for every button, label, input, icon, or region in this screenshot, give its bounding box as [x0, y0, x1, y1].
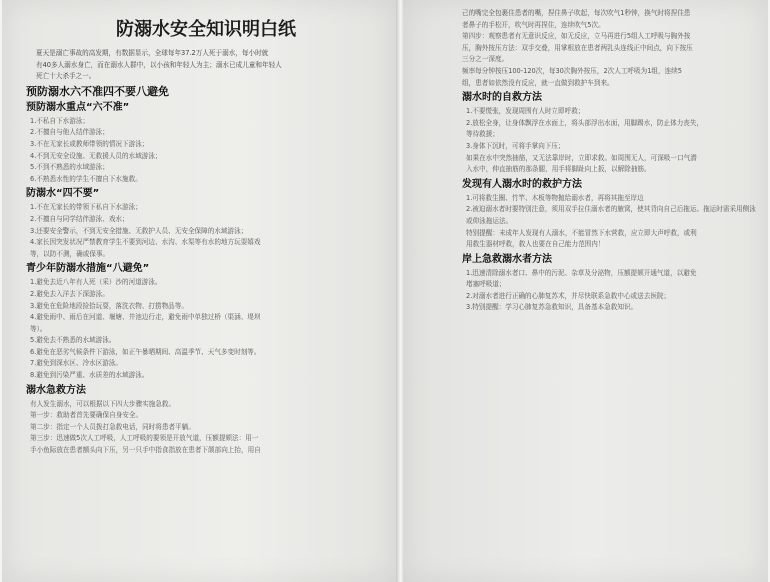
text-line: 特别提醒：未成年人发现有人溺水，不能冒然下水营救，应立即大声呼救，或利	[466, 228, 697, 237]
text-line: 1.避免去近八年有人死（采）沙的河道游泳。	[30, 278, 162, 287]
text-line: 8.避免到污染严重、水质差的水域游泳。	[30, 371, 149, 380]
text-line: 有人发生溺水，可以根据以下四大步骤实施急救。	[30, 399, 176, 408]
text-line: 1.不要慌张，发现周围有人时立即呼救；	[466, 107, 585, 116]
text-line: 频率每分钟按压100-120次，每30次胸外按压，2次人工呼吸为1组，连续5	[462, 66, 682, 75]
text-line: 5.避免去不熟悉的水域游泳。	[30, 336, 116, 345]
shore-aid-list	[462, 268, 758, 314]
rescue-others-list	[462, 193, 758, 251]
text-line: 第四步：观察患者有无意识反应，如无反应，立马再进行5组人工呼吸与胸外按	[462, 32, 691, 41]
text-line: 2.不擅自与同学结伴游泳、戏水；	[30, 214, 129, 223]
text-line: 6.不熟悉水性的学生不擅自下水施救。	[30, 174, 142, 183]
text-line: 3.还要安全警示，不到无安全措施、无救护人员、无安全保障的水域游泳；	[30, 226, 248, 235]
eight-avoid-list	[26, 277, 386, 381]
left-column	[26, 18, 386, 457]
section-heading-prevention: 预防溺水六不准四不要八避免	[26, 84, 169, 98]
text-line: 2.不擅自与他人结伴游泳；	[30, 128, 109, 137]
text-line: 第二步：指定一个人员拨打急救电话，同时将患者平躺。	[30, 422, 195, 431]
text-line: 5.不到不熟悉的水域游泳；	[30, 163, 109, 172]
text-line: 1.不私自下水游泳；	[30, 116, 90, 125]
text-line: 2.对溺水者进行正确的心肺复苏术，并尽快联系急救中心或送去医院；	[466, 291, 671, 300]
text-line: 等）。	[30, 324, 47, 333]
text-line: 3.避免在危险地段捡拾玩耍，落洗衣物、打捞物品等。	[30, 301, 188, 310]
text-line: 堵塞呼吸道；	[466, 280, 506, 289]
text-line: 组，患者如依然没有反应，就一直做到救护车到来。	[462, 78, 614, 87]
four-donts-list	[26, 202, 386, 260]
text-line: 1.可将救生圈、竹竿、木板等物抛给溺水者，再将其拖至岸边	[466, 193, 644, 202]
first-aid-continued	[462, 8, 758, 89]
section-heading-eight-avoid: 青少年防溺水措施“八避免”	[26, 263, 150, 275]
text-line: 己的嘴完全包裹住患者的嘴，捏住鼻子吹起，每次吹气1秒钟，换气时将捏住患	[462, 9, 691, 17]
text-line: 6.避免在恶劣气候条件下游泳，如正午暴晒期间、高温季节、天气多变时刻等。	[30, 347, 261, 356]
text-line: 3.身体下沉时，可将手掌向下压；	[466, 141, 565, 150]
text-line: 第三步：迅速做5次人工呼吸，人工呼吸的要领是开放气道，压额提颏法：用一	[30, 434, 259, 443]
text-line: 用救生器材呼救，救人也要在自己能力范围内！	[466, 240, 605, 249]
page-title: 防溺水安全知识明白纸	[116, 19, 296, 40]
section-heading-first-aid: 溺水急救方法	[26, 384, 86, 396]
text-line: 或仰泳拖运法。	[466, 216, 513, 225]
text-line: 4.不到无安全设施、无救援人员的水域游泳；	[30, 151, 162, 160]
text-line: 手小鱼际放在患者额头向下压，另一只手中指食指放在患者下颌部向上抬，用自	[30, 446, 261, 455]
text-line: 三分之一深度。	[462, 55, 509, 64]
text-line: 第一步：救助者首先要确保自身安全。	[30, 411, 143, 420]
text-line: 如果在水中突然抽筋，又无法靠岸时，立即求救。如周围无人，可深吸一口气潜	[466, 153, 697, 162]
text-line: 4.家长因突发状况严禁教育学生不要到河边、水沟、水渠等有水的地方玩耍嬉戏	[30, 238, 261, 247]
text-line: 2.避免去入洋去下深游泳。	[30, 289, 109, 298]
text-line: 入水中，伸直抽筋的那条腿，用手将脚趾向上扳，以解除抽筋。	[466, 165, 651, 174]
text-line: 者鼻子的手松开，吹气时再捏住，连续吹气5次。	[462, 20, 605, 29]
text-line: 2.放松全身，让身体飘浮在水面上，将头部浮出水面，用脚踢水，防止体力丧失，	[466, 118, 704, 127]
six-rules-list	[26, 116, 386, 186]
text-line: 7.避免到深水区、冷水区游泳。	[30, 359, 123, 368]
text-line: 等待救援；	[466, 130, 499, 139]
section-heading-rescue-others: 发现有人溺水时的救护方法	[462, 178, 582, 190]
first-aid-list	[26, 399, 386, 457]
text-line: 死亡十大杀手之一。	[36, 72, 96, 81]
right-column	[462, 8, 758, 314]
text-line: 1.迅速清除溺水者口、鼻中的污泥、杂草及分泌物，压额提颏开通气道，以避免	[466, 268, 697, 277]
section-heading-shore-aid: 岸上急救溺水者方法	[462, 253, 552, 265]
text-line: 1.不在无家长的带领下私自下水游泳；	[30, 203, 142, 212]
text-line: 3.特别提醒：学习心肺复苏急救知识，具备基本急救知识。	[466, 303, 638, 312]
text-line: 4.避免雨中、雨后在河道、堰塘、井池边行走，避免雨中单独过桥（渠涵、堤坝	[30, 313, 261, 322]
self-rescue-list	[462, 106, 758, 176]
section-heading-self-rescue: 溺水时的自救方法	[462, 92, 542, 104]
section-heading-six-rules: 预防溺水重点“六不准”	[26, 101, 130, 113]
text-line: 3.不在无家长或教师带领的情况下游泳；	[30, 139, 149, 148]
text-line: 等，以防不测，确或保事。	[30, 249, 110, 258]
text-line: 压，胸外按压方法：双手交叠，用掌根放在患者两乳头连线正中间点，向下按压	[462, 43, 693, 52]
intro-paragraph	[26, 48, 386, 83]
section-heading-four-donts: 防溺水“四不要”	[26, 188, 100, 200]
text-line: 夏天是溺亡事故的高发期，有数据显示，全球每年37.2万人死于溺水，每小时就	[36, 49, 269, 57]
text-line: 有40多人溺水身亡，而在溺水人群中，以小孩和年轻人为主；溺水已成儿童和年轻人	[36, 60, 282, 69]
text-line: 2.被迫溺水者时要特别注意，须用双手拉住溺水者的腋窝，使其背向自己后拖运。拖运时需采用侧泳	[466, 205, 756, 214]
